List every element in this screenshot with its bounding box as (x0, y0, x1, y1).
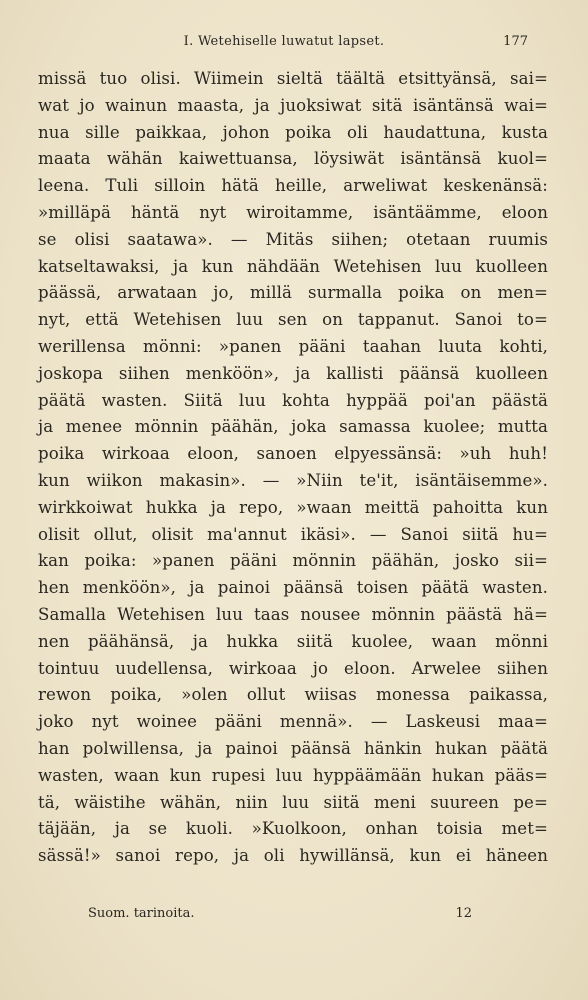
text-line: tointuu uudellensa, wirkoaa jo eloon. Arwelee siihen (38, 658, 548, 678)
body-text (38, 66, 548, 870)
signature-mark: 12 (455, 906, 472, 921)
text-line: nua sille paikkaa, johon poika oli haudattuna, kusta (38, 122, 548, 142)
text-line: werillensa mönni: »panen pääni taahan luuta kohti, (38, 336, 548, 356)
text-line: nyt, että Wetehisen luu sen on tappanut. Sanoi to= (38, 310, 548, 330)
text-line: olisit ollut, olisit ma'annut ikäsi». — Sanoi siitä hu= (38, 524, 548, 544)
text-line: Samalla Wetehisen luu taas nousee mönnin päästä hä= (38, 604, 548, 624)
text-line: täjään, ja se kuoli. »Kuolkoon, onhan toisia met= (38, 819, 548, 839)
text-line: han polwillensa, ja painoi päänsä hänkin hukan päätä (38, 738, 548, 758)
text-line: sässä!» sanoi repo, ja oli hywillänsä, kun ei häneen (38, 846, 548, 866)
signature-line: Suom. tarinoita. (88, 906, 195, 921)
text-line: joko nyt woinee pääni mennä». — Laskeusi maa= (38, 712, 548, 732)
text-line: wirkkoiwat hukka ja repo, »waan meittä pahoitta kun (38, 497, 548, 517)
text-line: tä, wäistihe wähän, niin luu siitä meni suureen pe= (38, 792, 548, 812)
text-line: se olisi saatawa». — Mitäs siihen; otetaan ruumis (38, 229, 548, 249)
text-line: joskopa siihen menköön», ja kallisti päänsä kuolleen (38, 363, 548, 383)
text-line: wasten, waan kun rupesi luu hyppäämään hukan pääs= (38, 765, 548, 785)
text-line: ja menee mönnin päähän, joka samassa kuolee; mutta (38, 417, 548, 437)
text-line: päässä, arwataan jo, millä surmalla poika on men= (38, 283, 548, 303)
running-head-title: I. Wetehiselle luwatut lapset. (183, 34, 385, 49)
text-line: hen menköön», ja painoi päänsä toisen päätä wasten. (38, 578, 548, 598)
page-footer (88, 906, 472, 926)
page-number: 177 (503, 34, 528, 49)
text-line: poika wirkoaa eloon, sanoen elpyessänsä: »uh huh! (38, 444, 548, 464)
text-line: nen päähänsä, ja hukka siitä kuolee, waan mönni (38, 631, 548, 651)
text-line: kun wiikon makasin». — »Niin te'it, isäntäisemme». (38, 470, 548, 490)
text-line: leena. Tuli silloin hätä heille, arweliwat keskenänsä: (38, 176, 548, 196)
text-line: »milläpä häntä nyt wiroitamme, isäntäämme, eloon (38, 202, 548, 222)
running-head (40, 34, 528, 54)
text-line: kan poika: »panen pääni mönnin päähän, josko sii= (38, 551, 548, 571)
text-line: päätä wasten. Siitä luu kohta hyppää poi'an päästä (38, 390, 548, 410)
text-line: rewon poika, »olen ollut wiisas monessa paikassa, (38, 685, 548, 705)
text-line: wat jo wainun maasta, ja juoksiwat sitä isäntänsä wai= (38, 95, 548, 115)
text-line: katseltawaksi, ja kun nähdään Wetehisen luu kuolleen (38, 256, 548, 276)
text-line: missä tuo olisi. Wiimein sieltä täältä etsittyänsä, sai= (38, 69, 548, 88)
text-line: maata wähän kaiwettuansa, löysiwät isäntänsä kuol= (38, 149, 548, 169)
